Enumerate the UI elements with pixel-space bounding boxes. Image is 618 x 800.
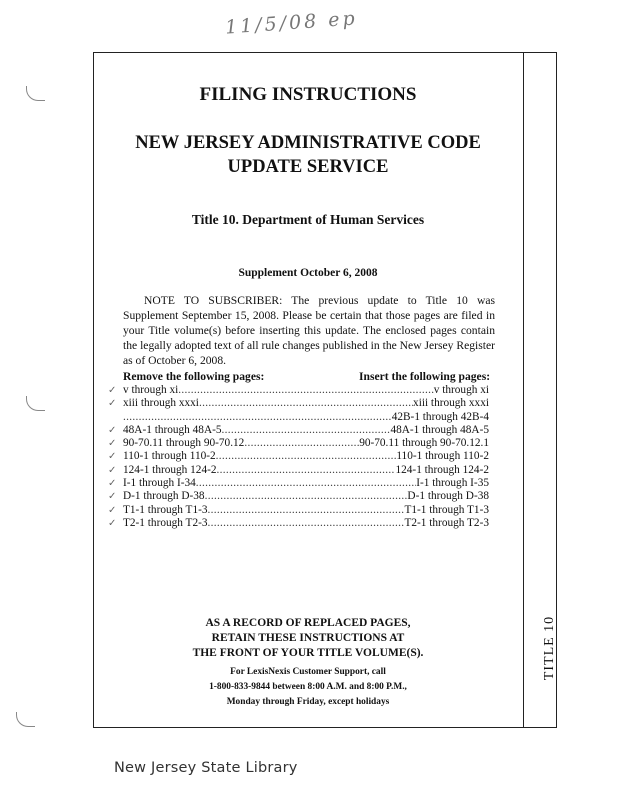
table-row <box>108 384 489 397</box>
remove-pages-cell: I-1 through I-34 <box>123 477 196 490</box>
remove-pages-cell: 110-1 through 110-2 <box>123 450 216 463</box>
check-mark-icon: ✓ <box>108 424 117 436</box>
remove-pages-cell: 90-70.11 through 90-70.12 <box>123 437 245 450</box>
leader-dots <box>208 517 405 530</box>
insert-pages-cell: 42B-1 through 42B-4 <box>391 410 489 423</box>
library-stamp: New Jersey State Library <box>114 760 298 776</box>
insert-pages-cell: v through xi <box>433 384 489 396</box>
insert-pages-header: Insert the following pages: <box>359 370 491 383</box>
record-line: RETAIN THESE INSTRUCTIONS AT <box>211 632 405 644</box>
table-row <box>108 450 489 463</box>
note-text: NOTE TO SUBSCRIBER: The previous update to Title 10 was Supplement September 15, 2008. Please be certain that those pages are filed in your Title volume(s) before inserting this update. The enclosed pages contain the legally adopted text of all rule changes published in the New Jersey Register as of October 6, 2008. <box>123 294 495 367</box>
table-row <box>108 397 489 410</box>
record-instructions <box>93 616 523 661</box>
leader-dots <box>222 424 391 437</box>
title-tab-label: TITLE 10 <box>542 615 557 681</box>
remove-pages-cell: T1-1 through T1-3 <box>123 503 208 516</box>
insert-pages-cell: T1-1 through T1-3 <box>404 503 489 516</box>
check-mark-icon: ✓ <box>108 398 117 410</box>
binder-hole-mark-top <box>26 86 45 101</box>
check-mark-icon: ✓ <box>108 438 117 450</box>
remove-pages-cell: xiii through xxxi <box>123 397 199 410</box>
code-title-line2: UPDATE SERVICE <box>227 157 389 177</box>
insert-pages-cell: 48A-1 through 48A-5 <box>390 423 489 436</box>
leader-dots <box>196 477 416 490</box>
tab-divider-line <box>523 52 524 728</box>
table-row <box>123 411 489 424</box>
handwritten-annotation: 11/5/08 ep <box>224 7 359 39</box>
remove-pages-cell: v through xi <box>123 384 179 396</box>
remove-pages-cell: 124-1 through 124-2 <box>123 463 217 476</box>
insert-pages-cell: 90-70.11 through 90-70.12.1 <box>359 437 489 450</box>
leader-dots <box>199 397 413 410</box>
note-to-subscriber <box>123 293 495 368</box>
check-mark-icon: ✓ <box>108 504 117 516</box>
leader-dots <box>244 437 359 450</box>
table-row <box>108 423 489 437</box>
check-mark-icon: ✓ <box>108 517 117 529</box>
insert-pages-cell: I-1 through I-35 <box>416 477 489 490</box>
customer-support <box>93 665 523 710</box>
binder-hole-mark-bottom <box>16 712 35 727</box>
support-line: 1-800-833-9844 between 8:00 A.M. and 8:00 P.M., <box>209 682 407 692</box>
supplement-date: Supplement October 6, 2008 <box>238 267 378 279</box>
support-line: For LexisNexis Customer Support, call <box>230 667 386 677</box>
check-mark-icon: ✓ <box>108 491 117 503</box>
insert-pages-cell: 124-1 through 124-2 <box>395 463 489 476</box>
table-row <box>108 463 489 477</box>
leader-dots <box>208 504 405 517</box>
insert-pages-cell: xiii through xxxi <box>413 397 489 410</box>
check-mark-icon: ✓ <box>108 464 117 476</box>
leader-dots <box>216 450 397 463</box>
leader-dots <box>217 464 396 477</box>
leader-dots <box>178 384 434 397</box>
check-mark-icon: ✓ <box>108 451 117 463</box>
check-mark-icon: ✓ <box>108 478 117 490</box>
title-department: Title 10. Department of Human Services <box>191 212 425 227</box>
binder-hole-mark-middle <box>26 396 45 411</box>
record-line: AS A RECORD OF REPLACED PAGES, <box>205 617 411 629</box>
record-line: THE FRONT OF YOUR TITLE VOLUME(S). <box>192 647 424 659</box>
filing-instructions-heading: FILING INSTRUCTIONS <box>199 84 417 105</box>
leader-dots <box>123 411 392 424</box>
table-row <box>108 437 489 450</box>
code-title-line1: NEW JERSEY ADMINISTRATIVE CODE <box>135 133 481 153</box>
table-row <box>108 477 489 490</box>
remove-pages-cell: 48A-1 through 48A-5 <box>123 423 222 436</box>
leader-dots <box>205 490 408 503</box>
page-list <box>108 384 489 530</box>
insert-pages-cell: T2-1 through T2-3 <box>404 516 489 529</box>
insert-pages-cell: D-1 through D-38 <box>407 490 489 503</box>
table-row <box>108 503 489 517</box>
remove-pages-cell: D-1 through D-38 <box>123 490 205 503</box>
insert-pages-cell: 110-1 through 110-2 <box>396 450 489 463</box>
support-line: Monday through Friday, except holidays <box>226 697 390 707</box>
check-mark-icon: ✓ <box>108 385 117 396</box>
table-row <box>108 490 489 503</box>
remove-pages-cell: T2-1 through T2-3 <box>123 516 208 529</box>
table-row <box>108 516 489 530</box>
remove-pages-header: Remove the following pages: <box>123 370 265 383</box>
